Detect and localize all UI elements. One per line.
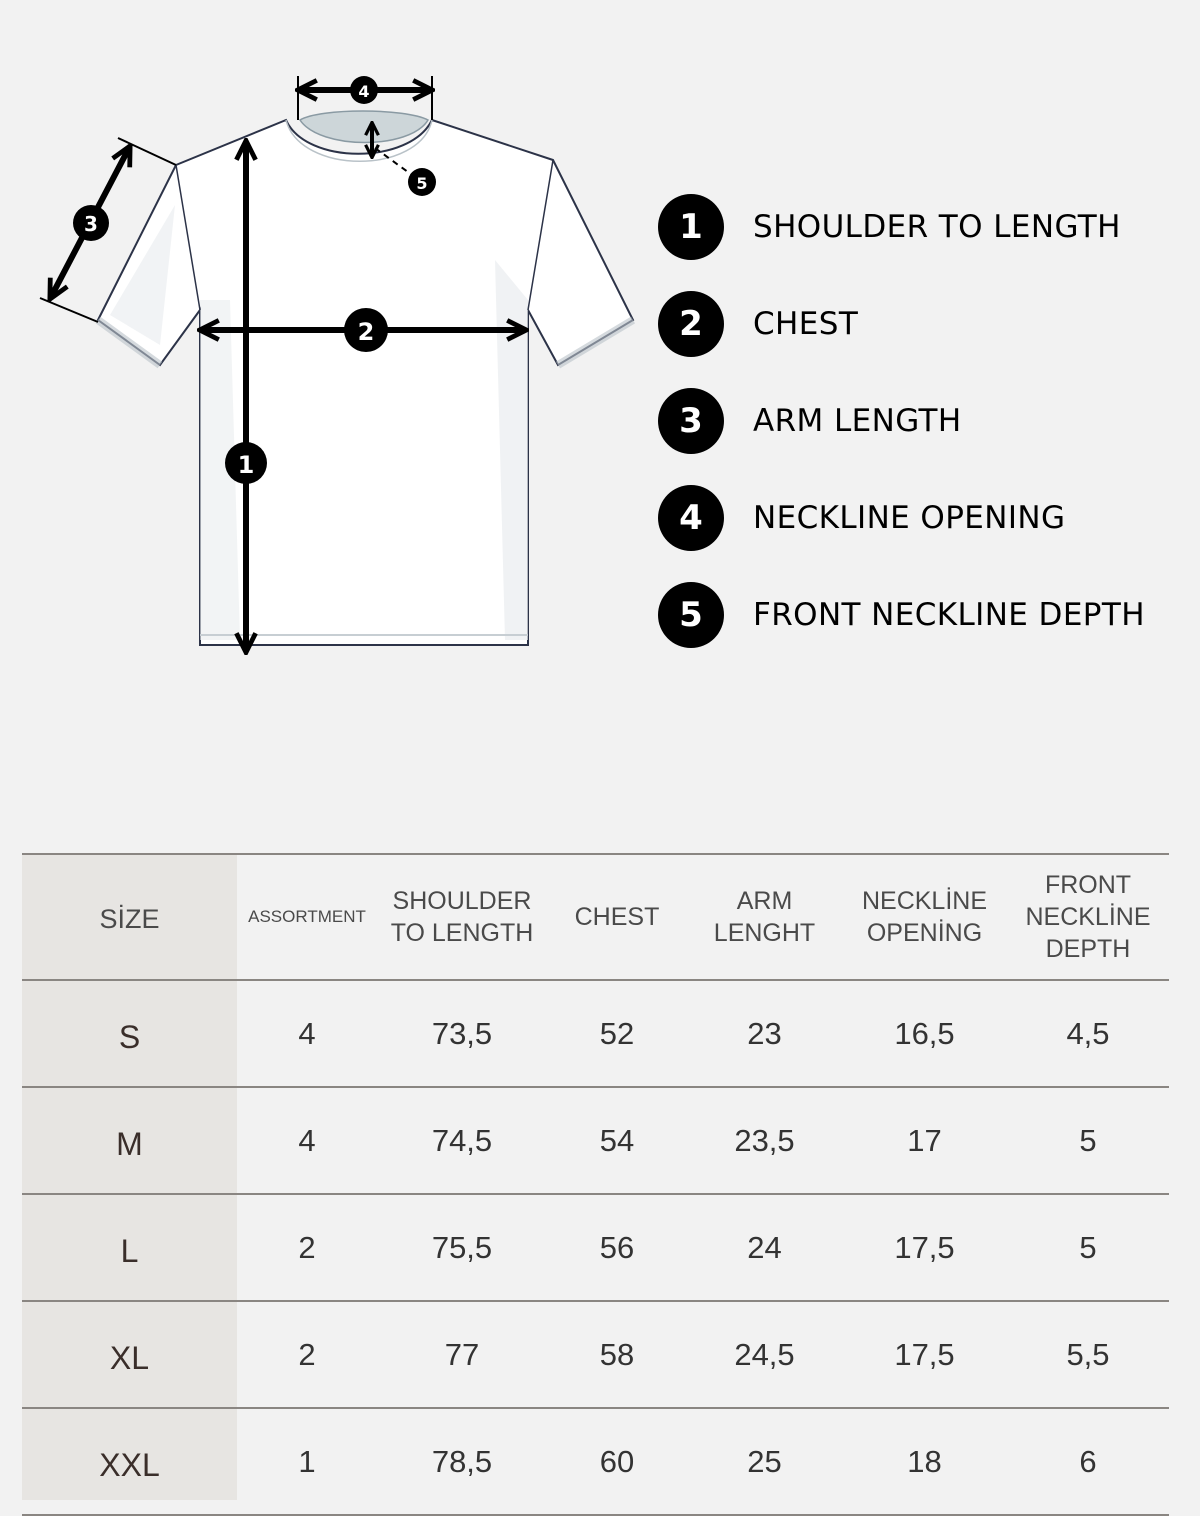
legend-item (658, 178, 1178, 275)
cell-size: M (116, 1126, 143, 1162)
svg-text:1: 1 (237, 451, 255, 479)
cell-chest: 52 (599, 1015, 635, 1051)
legend-item (658, 566, 1178, 663)
cell-arm-length: 24 (747, 1229, 782, 1265)
svg-text:5: 5 (416, 174, 428, 193)
header-chest: CHEST (574, 903, 660, 931)
header-shoulder-to-length: SHOULDER TO LENGTH (390, 887, 534, 947)
legend-item (658, 469, 1178, 566)
marker-2 (344, 308, 388, 352)
size-chart-table (22, 853, 1169, 1516)
tshirt-illustration (98, 111, 633, 645)
marker-3 (73, 205, 109, 241)
marker-4 (350, 76, 378, 104)
legend-label: FRONT NECKLINE DEPTH (753, 596, 1145, 633)
cell-neckline-opening: 17,5 (894, 1229, 955, 1265)
cell-assortment: 4 (298, 1015, 316, 1051)
cell-neckline-opening: 17,5 (894, 1336, 955, 1372)
cell-front-neckline-depth: 6 (1079, 1443, 1097, 1479)
legend-number-badge: 2 (658, 291, 724, 357)
header-neckline-opening: NECKLİNE OPENİNG (861, 887, 988, 947)
table-row (22, 1302, 1169, 1409)
legend-number-badge: 3 (658, 388, 724, 454)
cell-neckline-opening: 18 (907, 1443, 942, 1479)
table-body (22, 981, 1169, 1516)
header-front-neckline-depth: FRONT NECKLİNE DEPTH (1025, 871, 1151, 963)
cell-arm-length: 25 (747, 1443, 782, 1479)
legend-label: SHOULDER TO LENGTH (753, 208, 1121, 245)
legend-number-badge: 1 (658, 194, 724, 260)
legend-item (658, 275, 1178, 372)
cell-chest: 60 (599, 1443, 635, 1479)
svg-text:3: 3 (84, 212, 98, 236)
table-header-row (22, 853, 1169, 981)
tshirt-measurement-diagram (0, 0, 660, 680)
cell-neckline-opening: 17 (907, 1122, 942, 1158)
cell-front-neckline-depth: 5 (1079, 1229, 1097, 1265)
cell-front-neckline-depth: 4,5 (1066, 1015, 1110, 1051)
legend-label: ARM LENGTH (753, 402, 962, 439)
table-row (22, 1195, 1169, 1302)
legend-label: NECKLINE OPENING (753, 499, 1066, 536)
svg-text:2: 2 (357, 318, 375, 346)
cell-chest: 54 (599, 1122, 635, 1158)
header-assortment: ASSORTMENT (248, 907, 366, 926)
marker-1 (225, 442, 267, 484)
cell-arm-length: 24,5 (734, 1336, 795, 1372)
cell-arm-length: 23,5 (734, 1122, 795, 1158)
svg-text:4: 4 (358, 82, 370, 101)
cell-chest: 58 (599, 1336, 635, 1372)
table-row (22, 981, 1169, 1088)
legend-number-badge: 4 (658, 485, 724, 551)
cell-shoulder-to-length: 74,5 (431, 1122, 493, 1158)
header-arm-length: ARM LENGHT (713, 887, 816, 947)
table-row (22, 1088, 1169, 1195)
legend-label: CHEST (753, 305, 859, 342)
legend-number-badge: 5 (658, 582, 724, 648)
header-size: SİZE (99, 904, 160, 934)
cell-neckline-opening: 16,5 (894, 1015, 955, 1051)
cell-size: L (120, 1233, 139, 1269)
cell-size: XL (109, 1340, 150, 1376)
marker-5 (408, 168, 436, 196)
cell-assortment: 1 (298, 1443, 316, 1479)
cell-assortment: 2 (298, 1229, 316, 1265)
measurement-legend (658, 178, 1178, 663)
cell-chest: 56 (599, 1229, 635, 1265)
cell-assortment: 4 (298, 1122, 316, 1158)
cell-shoulder-to-length: 77 (444, 1336, 480, 1372)
cell-shoulder-to-length: 73,5 (431, 1015, 493, 1051)
cell-front-neckline-depth: 5,5 (1066, 1336, 1110, 1372)
cell-assortment: 2 (298, 1336, 316, 1372)
cell-front-neckline-depth: 5 (1079, 1122, 1097, 1158)
cell-size: XXL (99, 1447, 160, 1483)
cell-arm-length: 23 (747, 1015, 782, 1051)
cell-shoulder-to-length: 78,5 (431, 1443, 493, 1479)
legend-item (658, 372, 1178, 469)
cell-size: S (118, 1019, 141, 1055)
cell-shoulder-to-length: 75,5 (431, 1229, 493, 1265)
